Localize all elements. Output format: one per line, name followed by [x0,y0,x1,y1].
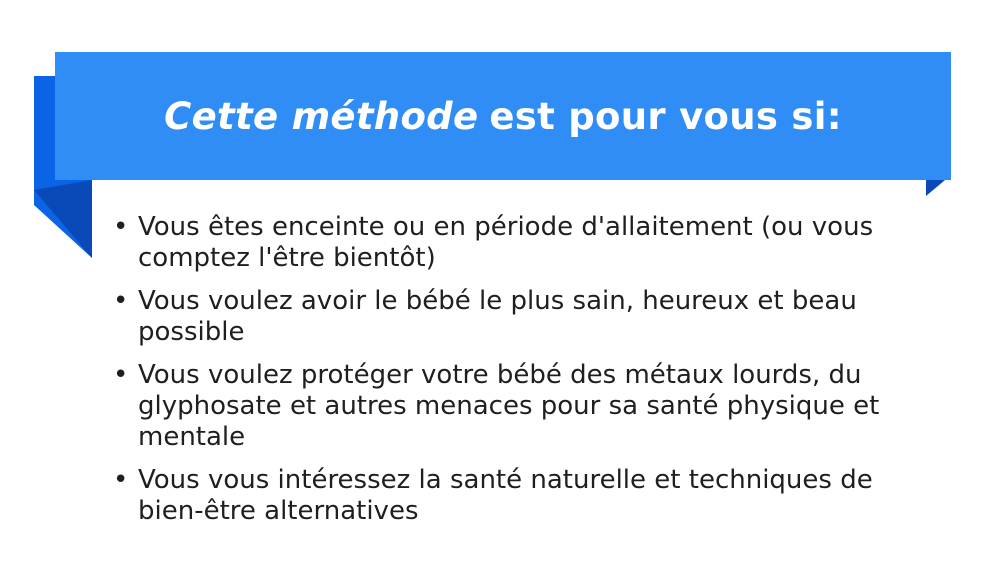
list-item-text: Vous vous intéressez la santé naturelle et techniques de bien-être alternatives [138,465,873,526]
list-item-text: Vous êtes enceinte ou en période d'allaitement (ou vous comptez l'être bientôt) [138,212,874,273]
criteria-list [113,212,913,539]
banner-title [55,52,951,180]
bullet-icon: • [113,212,129,242]
ribbon-left-fold-shadow [34,180,92,258]
banner-title-rest: est pour vous si: [489,94,842,138]
bullet-icon: • [113,286,129,316]
bullet-icon: • [113,360,129,390]
list-item [113,360,913,453]
list-item [113,465,913,527]
bullet-icon: • [113,465,129,495]
list-item [113,212,913,274]
list-item-text: Vous voulez protéger votre bébé des métaux lourds, du glyphosate et autres menaces pour sa santé physique et mentale [138,360,880,452]
list-item-text: Vous voulez avoir le bébé le plus sain, heureux et beau possible [138,286,857,347]
banner-title-emphasis: Cette méthode [164,94,479,138]
list-item [113,286,913,348]
